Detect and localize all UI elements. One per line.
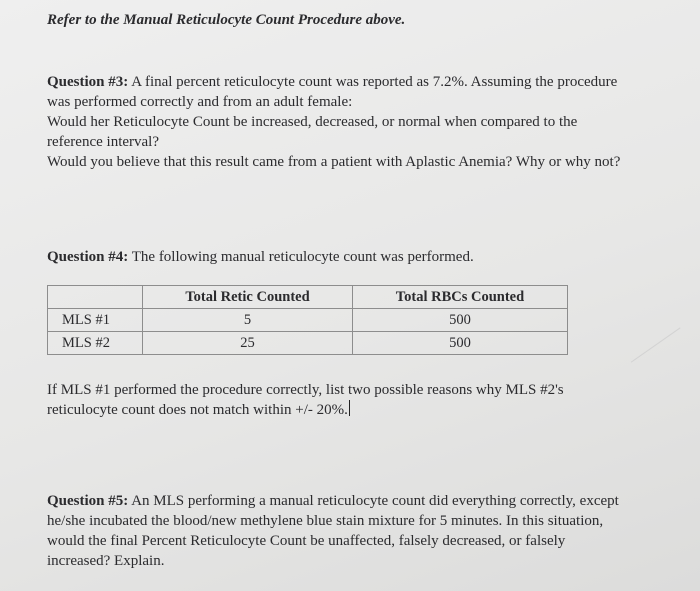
table-cell-rbcs: 500 (353, 332, 568, 355)
question-3-label: Question #3: (47, 74, 129, 90)
table-cell-retic: 25 (143, 332, 353, 355)
question-5-line-1 (47, 491, 687, 511)
table-row (48, 309, 568, 332)
question-4-followup-line-1: If MLS #1 performed the procedure correctly, list two possible reasons why MLS #2's (47, 382, 564, 398)
question-4-followup-text: reticulocyte count does not match within +/- 20%. (47, 402, 348, 418)
table-cell-mls: MLS #1 (48, 309, 143, 332)
question-4-followup (47, 380, 667, 420)
question-4-label: Question #4: (47, 249, 129, 265)
question-5-label: Question #5: (47, 493, 129, 509)
intro-instruction: Refer to the Manual Reticulocyte Count Procedure above. (47, 12, 406, 28)
reticulocyte-count-table (47, 285, 568, 355)
table-header-rbcs: Total RBCs Counted (353, 286, 568, 309)
table-header-retic: Total Retic Counted (143, 286, 353, 309)
table-cell-rbcs: 500 (353, 309, 568, 332)
question-5 (47, 491, 687, 571)
question-5-line-2: he/she incubated the blood/new methylene blue stain mixture for 5 minutes. In this situation, (47, 513, 604, 529)
text-cursor (349, 400, 350, 416)
question-3-line-1 (47, 72, 682, 92)
question-4 (47, 247, 474, 267)
question-3-line-5: Would you believe that this result came from a patient with Aplastic Anemia? Why or why not? (47, 154, 621, 170)
question-5-text: An MLS performing a manual reticulocyte count did everything correctly, except (128, 493, 619, 509)
question-3-line-2: was performed correctly and from an adult female: (47, 94, 353, 110)
table-cell-mls: MLS #2 (48, 332, 143, 355)
question-5-line-3: would the final Percent Reticulocyte Count be unaffected, falsely decreased, or falsely (47, 533, 566, 549)
question-3-text: A final percent reticulocyte count was reported as 7.2%. Assuming the procedure (128, 74, 618, 90)
question-3-line-4: reference interval? (47, 134, 159, 150)
table-header-row (48, 286, 568, 309)
table-cell-retic: 5 (143, 309, 353, 332)
question-4-followup-line-2 (47, 400, 667, 420)
question-4-text: The following manual reticulocyte count was performed. (128, 249, 474, 265)
question-5-line-4: increased? Explain. (47, 553, 165, 569)
table-header-blank (48, 286, 143, 309)
question-3-line-3: Would her Reticulocyte Count be increased, decreased, or normal when compared to the (47, 114, 578, 130)
table-row (48, 332, 568, 355)
question-3 (47, 72, 682, 172)
